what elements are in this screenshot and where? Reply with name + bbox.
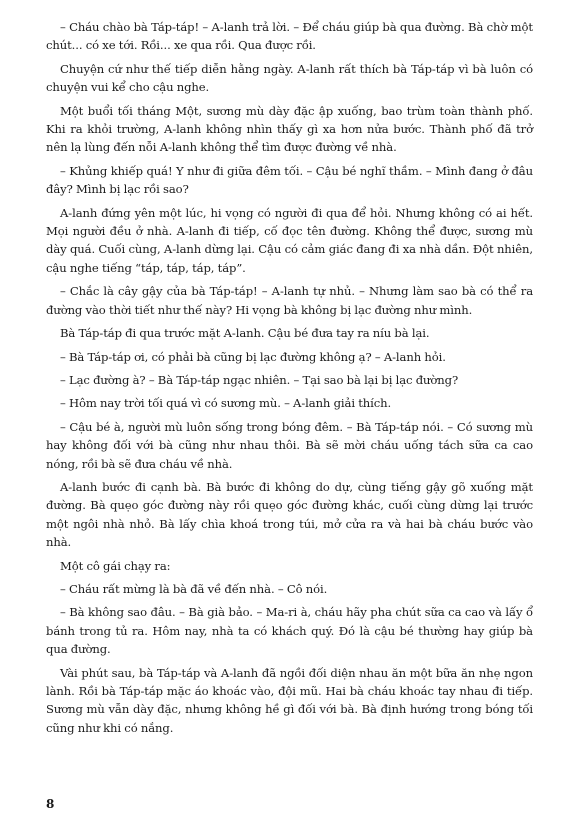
paragraph: – Bà không sao đâu. – Bà già bảo. – Ma-ri à, cháu hãy pha chút sữa ca cao và lấy ổ bánh trong tủ ra. Hôm nay, nhà ta có khách quý. Đó là cậu bé thường hay giúp bà qua đường.: [46, 605, 533, 657]
page-number: 8: [46, 797, 55, 811]
paragraph: A-lanh đứng yên một lúc, hi vọng có người đi qua để hỏi. Nhưng không có ai hết. Mọi người đều ở nhà. A-lanh đi tiếp, cố đọc tên đường. Không thể được, sương mù dày quá. Cuối cùng, A-lanh dừng lại. Cậu có cảm giác đang đi xa nhà dần. Đột nhiên, cậu nghe tiếng “táp, táp, táp, táp”.: [46, 205, 533, 275]
paragraph: – Cháu chào bà Táp-táp! – A-lanh trả lời. – Để cháu giúp bà qua đường. Bà chờ một chút... có xe tới. Rồi... xe qua rồi. Qua được rồi.: [46, 20, 533, 53]
paragraph: Một cô gái chạy ra:: [60, 558, 171, 573]
paragraph: Chuyện cứ như thế tiếp diễn hằng ngày. A-lanh rất thích bà Táp-táp vì bà luôn có chuyện vui kể cho cậu nghe.: [46, 61, 533, 95]
paragraph: Bà Táp-táp đi qua trước mặt A-lanh. Cậu bé đưa tay ra níu bà lại.: [60, 326, 430, 341]
story-text: [46, 18, 533, 737]
paragraph: – Cậu bé à, người mù luôn sống trong bóng đêm. – Bà Táp-táp nói. – Có sương mù hay không đối với bà cũng như nhau thôi. Bà sẽ mời cháu uống tách sữa ca cao nóng, rồi bà sẽ đưa cháu về nhà.: [46, 419, 533, 471]
paragraph: Một buổi tối tháng Một, sương mù dày đặc ập xuống, bao trùm toàn thành phố. Khi ra khỏi trường, A-lanh không nhìn thấy gì xa hơn nửa bước. Thành phố đã trở nên lạ lùng đến nỗi A-lanh không thể tìm được đường về nhà.: [46, 103, 533, 155]
paragraph: – Cháu rất mừng là bà đã về đến nhà. – Cô nói.: [60, 581, 328, 596]
paragraph: – Hôm nay trời tối quá vì có sương mù. – A-lanh giải thích.: [60, 396, 392, 411]
paragraph: – Khủng khiếp quá! Y như đi giữa đêm tối. – Cậu bé nghĩ thầm. – Mình đang ở đâu đây? Mình bị lạc rồi sao?: [46, 163, 533, 197]
paragraph: A-lanh bước đi cạnh bà. Bà bước đi không do dự, cùng tiếng gậy gõ xuống mặt đường. Bà quẹo góc đường này rồi quẹo góc đường khác, cuối cùng dừng lại trước một ngôi nhà nhỏ. Bà lấy chìa khoá trong túi, mở cửa ra và hai bà cháu bước vào nhà.: [46, 479, 533, 550]
paragraph: – Lạc đường à? – Bà Táp-táp ngạc nhiên. – Tại sao bà lại bị lạc đường?: [60, 372, 459, 387]
paragraph: – Bà Táp-táp ơi, có phải bà cũng bị lạc đường không ạ? – A-lanh hỏi.: [60, 349, 446, 364]
paragraph: – Chắc là cây gậy của bà Táp-táp! – A-lanh tự nhủ. – Nhưng làm sao bà có thể ra đường vào thời tiết như thế này? Hi vọng bà không bị lạc đường như mình.: [46, 284, 533, 317]
paragraph: Vài phút sau, bà Táp-táp và A-lanh đã ngồi đối diện nhau ăn một bữa ăn nhẹ ngon lành. Rồi bà Táp-táp mặc áo khoác vào, đội mũ. Hai bà cháu khoác tay nhau đi tiếp. Sương mù vẫn dày đặc, nhưng không hề gì đối với bà. Bà định hướng trong bóng tối cũng như khi có nắng.: [46, 665, 533, 735]
